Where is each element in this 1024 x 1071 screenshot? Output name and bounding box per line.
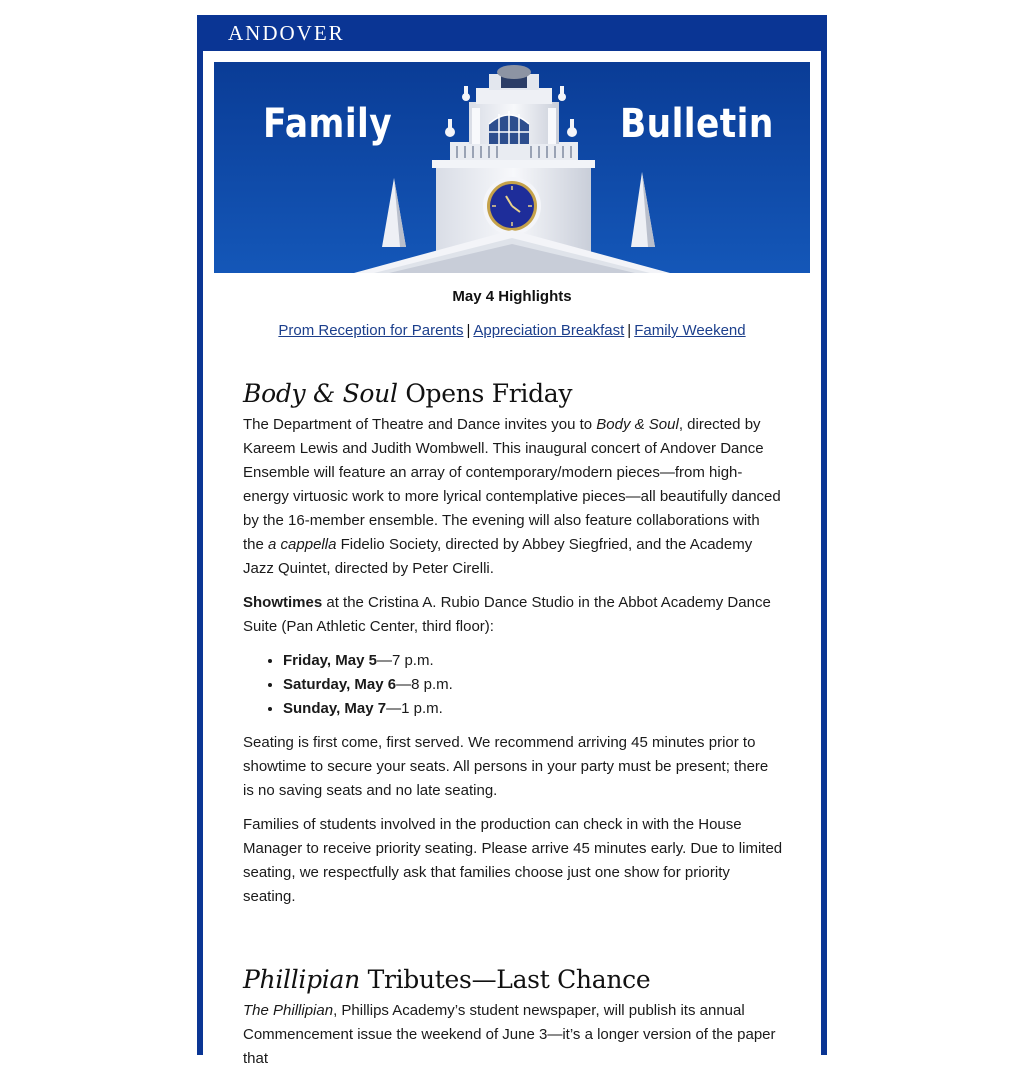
clock-tower-image (214, 62, 810, 273)
article-body-and-soul (243, 377, 783, 909)
article-content (243, 377, 783, 1071)
link-prom-reception[interactable]: Prom Reception for Parents (278, 322, 464, 339)
highlights-links (203, 321, 821, 341)
link-separator: | (466, 322, 471, 339)
seating-paragraph: Seating is first come, first served. We recommend arriving 45 minutes prior to showtime to secure your seats. All persons in your party must be present; there is no saving seats and no late seating. (243, 734, 769, 799)
bulletin-body (203, 51, 821, 1067)
list-item: • Saturday, May 6—8 p.m. (283, 673, 783, 697)
article-paragraph: The Department of Theatre and Dance invites you to Body & Soul, directed by Kareem Lewis and Judith Wombwell. This inaugural concert of Andover Dance Ensemble will feature an array of contemporary/modern pieces—from high-energy virtuosic work to more lyrical contemplative pieces—all beautifully danced by the 16-member ensemble. The evening will also feature collaborations with the a cappella Fidelio Society, directed by Abbey Siegfried, and the Academy Jazz Quintet, directed by Peter Cirelli. (243, 416, 781, 577)
showtimes-paragraph: Showtimes at the Cristina A. Rubio Dance Studio in the Abbot Academy Dance Suite (Pan Athletic Center, third floor): (243, 594, 771, 635)
list-item: • Sunday, May 7—1 p.m. (283, 697, 783, 721)
article-paragraph: The Phillipian, Phillips Academy’s student newspaper, will publish its annual Commencement issue the weekend of June 3—it’s a longer version of the paper that (243, 1002, 776, 1067)
article-title: Phillipian Tributes—Last Chance (243, 965, 651, 994)
article-phillipian-tributes (243, 963, 783, 1071)
link-separator: | (627, 322, 632, 339)
link-family-weekend[interactable]: Family Weekend (634, 322, 746, 339)
article-title: Body & Soul Opens Friday (243, 379, 573, 408)
hero-title-bulletin: Bulletin (620, 101, 774, 147)
brand-bar (197, 15, 827, 51)
hero-banner (214, 62, 810, 273)
link-appreciation-breakfast[interactable]: Appreciation Breakfast (473, 322, 625, 339)
highlights-heading: May 4 Highlights (452, 288, 572, 305)
bulletin-frame (197, 15, 827, 1067)
brand-logo[interactable]: ANDOVER (228, 21, 345, 45)
priority-seating-paragraph: Families of students involved in the production can check in with the House Manager to receive priority seating. Please arrive 45 minutes early. Due to limited seating, we respectfully ask that families choose just one show for priority seating. (243, 816, 783, 905)
list-item: • Friday, May 5—7 p.m. (283, 649, 783, 673)
hero-title-family: Family (263, 101, 393, 147)
showtimes-list (243, 649, 783, 721)
